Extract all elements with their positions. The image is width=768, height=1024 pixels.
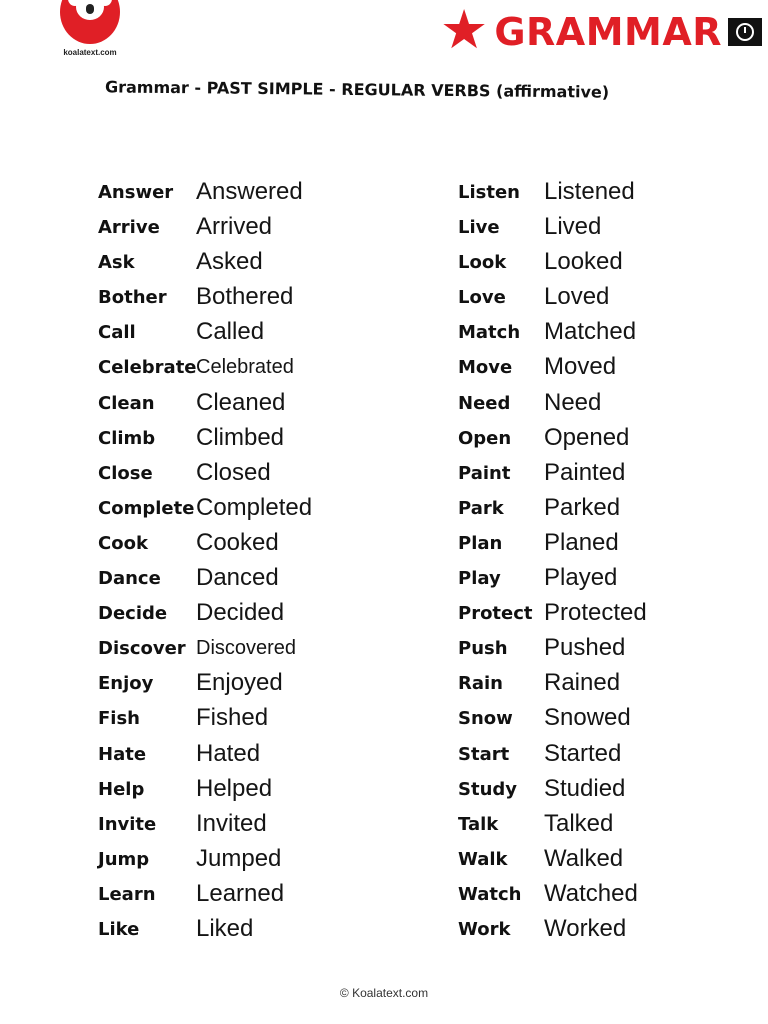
past-verb: Need (544, 388, 602, 416)
base-verb: Watch (458, 883, 522, 905)
verb-row (458, 880, 698, 915)
base-verb: Paint (458, 462, 511, 484)
past-verb: Studied (544, 774, 626, 802)
past-verb: Started (544, 739, 622, 767)
verb-row (458, 704, 698, 739)
base-verb: Ask (98, 252, 135, 274)
past-verb: Hated (196, 739, 261, 767)
past-verb: Danced (196, 564, 279, 592)
base-verb: Fish (98, 708, 140, 730)
past-verb: Talked (544, 809, 614, 837)
verb-row (98, 704, 348, 739)
verb-row (458, 845, 698, 880)
base-verb: Arrive (98, 217, 160, 239)
base-verb: Dance (98, 568, 161, 590)
verb-row (98, 424, 348, 459)
past-verb: Jumped (196, 844, 282, 872)
verb-row (98, 529, 348, 564)
footer-copyright: © Koalatext.com (339, 986, 429, 1000)
base-verb: Start (458, 743, 510, 765)
past-verb: Rained (544, 669, 621, 697)
base-verb: Clean (98, 392, 155, 414)
verb-row (98, 599, 348, 634)
past-verb: Painted (544, 458, 626, 486)
base-verb: Decide (98, 603, 168, 625)
verb-row (458, 178, 698, 213)
verb-row (458, 353, 698, 388)
base-verb: Answer (98, 182, 174, 203)
past-verb: Looked (544, 248, 623, 276)
left-verb-column (98, 178, 348, 950)
base-verb: Celebrate (98, 357, 197, 379)
past-verb: Cleaned (196, 388, 286, 416)
brand-word: GRAMMAR (494, 10, 722, 54)
base-verb: Park (458, 497, 504, 519)
verb-row (98, 740, 348, 775)
verb-row (98, 880, 348, 915)
past-verb: Loved (544, 283, 610, 311)
verb-row (458, 529, 698, 564)
past-verb: Climbed (196, 423, 285, 451)
past-verb: Decided (196, 599, 285, 627)
past-verb: Bothered (196, 283, 294, 311)
past-verb: Discovered (196, 637, 297, 660)
verb-row (98, 915, 348, 950)
verb-row (458, 810, 698, 845)
past-verb: Walked (544, 844, 624, 872)
past-verb: Called (196, 318, 265, 346)
past-verb: Asked (196, 248, 263, 276)
past-verb: Played (544, 564, 618, 592)
base-verb: Live (458, 217, 500, 239)
past-verb: Answered (196, 178, 303, 205)
past-verb: Watched (544, 879, 638, 907)
base-verb: Like (98, 918, 140, 940)
verb-row (98, 669, 348, 704)
past-verb: Snowed (544, 704, 631, 732)
past-verb: Liked (196, 914, 254, 942)
verb-row (98, 178, 348, 213)
verb-row (98, 634, 348, 669)
base-verb: Climb (98, 427, 156, 449)
verb-row (458, 494, 698, 529)
base-verb: Invite (98, 813, 157, 835)
verb-row (458, 564, 698, 599)
base-verb: Move (458, 357, 513, 379)
past-verb: Moved (544, 353, 617, 381)
verb-row (458, 213, 698, 248)
past-verb: Planed (544, 528, 619, 556)
verb-row (458, 389, 698, 424)
past-verb: Learned (196, 879, 285, 907)
verb-row (458, 424, 698, 459)
base-verb: Complete (98, 497, 195, 519)
past-verb: Opened (544, 423, 630, 451)
page-title: Grammar - PAST SIMPLE - REGULAR VERBS (affirmative) (104, 77, 610, 102)
base-verb: Bother (98, 287, 167, 309)
base-verb: Match (458, 322, 521, 344)
verb-row (98, 810, 348, 845)
verb-row (458, 740, 698, 775)
verb-row (458, 318, 698, 353)
past-verb: Worked (544, 914, 627, 942)
verb-row (98, 248, 348, 283)
verb-row (98, 775, 348, 810)
koala-logo-icon (60, 0, 120, 44)
base-verb: Protect (458, 603, 533, 625)
base-verb: Discover (98, 638, 186, 660)
grammar-brand (439, 0, 762, 60)
verb-row (458, 283, 698, 318)
past-verb: Celebrated (196, 356, 294, 379)
past-verb: Listened (544, 178, 635, 205)
verb-row (98, 353, 348, 388)
past-verb: Pushed (544, 634, 626, 662)
base-verb: Plan (458, 532, 503, 554)
base-verb: Talk (458, 813, 499, 835)
verb-row (98, 213, 348, 248)
base-verb: Walk (458, 848, 508, 870)
clock-icon (728, 18, 762, 46)
verb-row (458, 669, 698, 704)
verb-row (458, 915, 698, 950)
verb-row (98, 318, 348, 353)
base-verb: Jump (98, 848, 150, 870)
right-verb-column (458, 178, 698, 950)
past-verb: Completed (196, 493, 313, 521)
verb-row (458, 634, 698, 669)
past-verb: Enjoyed (196, 669, 283, 697)
base-verb: Cook (98, 532, 148, 554)
past-verb: Fished (196, 704, 269, 732)
verb-row (98, 459, 348, 494)
verb-row (98, 494, 348, 529)
past-verb: Closed (196, 458, 271, 486)
base-verb: Call (98, 322, 136, 344)
base-verb: Hate (98, 743, 147, 765)
past-verb: Arrived (196, 213, 273, 241)
base-verb: Open (458, 427, 512, 449)
past-verb: Parked (544, 493, 621, 521)
past-verb: Protected (544, 599, 647, 627)
verb-row (98, 389, 348, 424)
verb-row (458, 459, 698, 494)
past-verb: Helped (196, 774, 273, 802)
star-icon: ★ (439, 0, 489, 60)
base-verb: Look (458, 252, 507, 274)
base-verb: Study (458, 778, 518, 800)
verb-row (458, 599, 698, 634)
base-verb: Push (458, 638, 508, 660)
verb-row (458, 775, 698, 810)
past-verb: Lived (544, 213, 602, 241)
past-verb: Invited (196, 809, 267, 837)
base-verb: Listen (458, 182, 520, 203)
past-verb: Matched (544, 318, 637, 346)
verb-row (458, 248, 698, 283)
verb-row (98, 845, 348, 880)
base-verb: Close (98, 462, 153, 484)
logo-text: koalatext.com (63, 48, 117, 57)
base-verb: Need (458, 392, 511, 414)
base-verb: Rain (458, 673, 503, 695)
base-verb: Learn (98, 883, 156, 905)
base-verb: Snow (458, 708, 513, 730)
verb-row (98, 283, 348, 318)
verb-row (98, 564, 348, 599)
base-verb: Enjoy (98, 673, 154, 695)
base-verb: Help (98, 778, 145, 800)
base-verb: Play (458, 568, 501, 590)
koala-logo (52, 0, 128, 62)
past-verb: Cooked (196, 528, 279, 556)
base-verb: Work (458, 918, 511, 940)
base-verb: Love (458, 287, 506, 309)
